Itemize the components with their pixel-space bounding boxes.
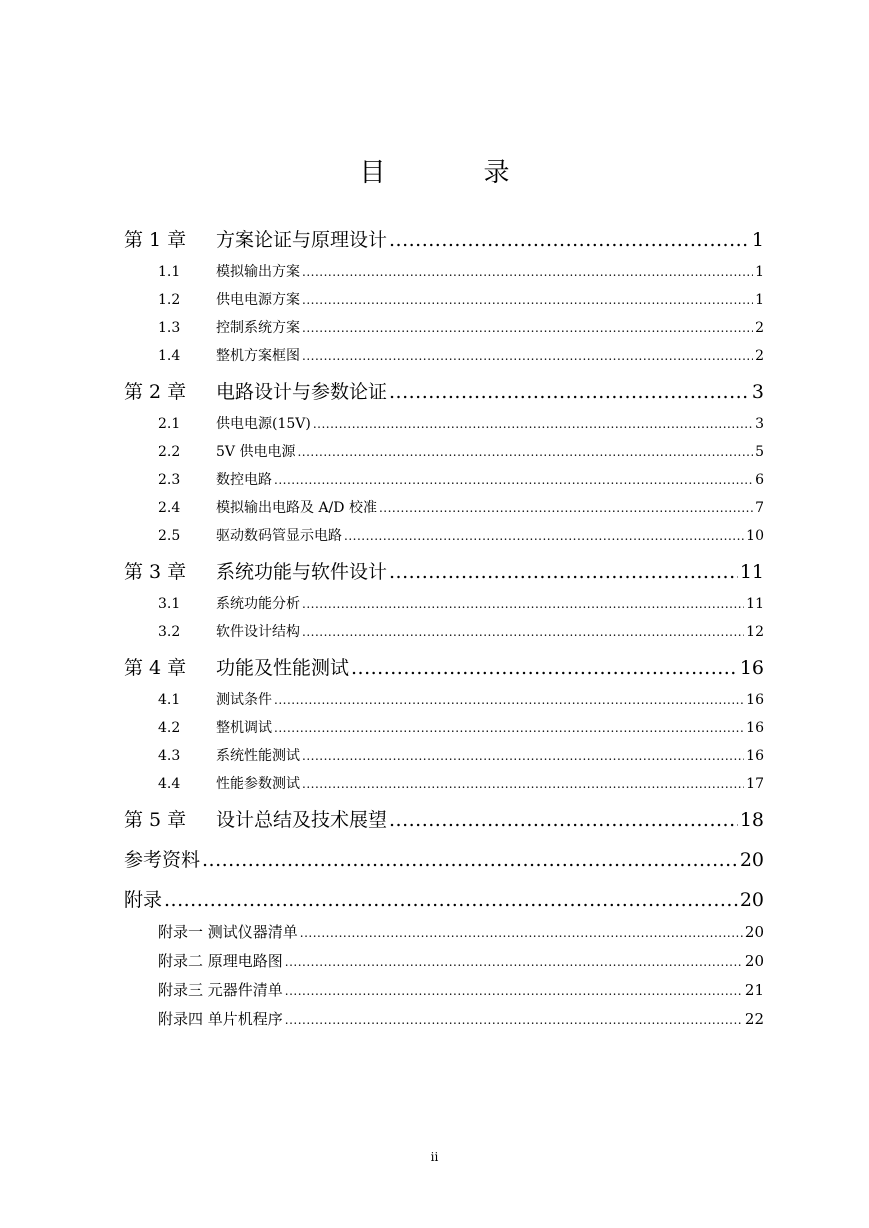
appendix-item-title: 附录一 测试仪器清单: [158, 923, 298, 941]
toc-chapter-4[interactable]: [124, 650, 764, 686]
toc-section-2-5[interactable]: [124, 522, 764, 550]
chapter-title: 设计总结及技术展望: [216, 809, 388, 831]
toc-section-1-3[interactable]: [124, 314, 764, 342]
toc-section-4-3[interactable]: [124, 742, 764, 770]
page-number: 20: [739, 889, 764, 911]
chapter-number: 第 3 章: [124, 561, 187, 583]
page-number: 2: [755, 320, 764, 336]
toc-section-2-2[interactable]: [124, 438, 764, 466]
toc-appendix-2[interactable]: [124, 947, 764, 976]
toc-chapter-3[interactable]: [124, 554, 764, 590]
section-number: 4.2: [158, 720, 181, 736]
appendix-item-title: 附录三 元器件清单: [158, 981, 283, 999]
toc-appendix[interactable]: [124, 882, 764, 918]
toc-chapter-1[interactable]: [124, 222, 764, 258]
toc-section-2-1[interactable]: [124, 410, 764, 438]
section-number: 4.1: [158, 692, 181, 708]
section-number: 1.3: [158, 320, 181, 336]
page-number: 10: [746, 528, 764, 544]
page-number: 5: [755, 444, 764, 460]
toc-chapter-5[interactable]: [124, 802, 764, 838]
leader-dots: [302, 770, 744, 798]
chapter-title: 方案论证与原理设计: [216, 229, 388, 251]
leader-dots: [285, 1005, 743, 1034]
page-number: 17: [746, 776, 764, 792]
page-number: 1: [751, 229, 764, 251]
leader-dots: [313, 410, 753, 438]
page-number: 16: [739, 657, 764, 679]
toc-chapter-2[interactable]: [124, 374, 764, 410]
page-number: 11: [746, 596, 764, 612]
page-number: 3: [751, 381, 764, 403]
chapter-title: 功能及性能测试: [216, 657, 350, 679]
section-number: 1.2: [158, 292, 181, 308]
section-number: 2.3: [158, 472, 181, 488]
toc-section-1-2[interactable]: [124, 286, 764, 314]
leader-dots: [389, 554, 738, 590]
references-title: 参考资料: [124, 849, 201, 871]
section-title: 软件设计结构: [216, 624, 300, 640]
page-number: 6: [755, 472, 764, 488]
section-title: 5V 供电电源: [216, 444, 296, 460]
section-number: 2.1: [158, 416, 181, 432]
appendix-item-title: 附录四 单片机程序: [158, 1010, 283, 1028]
appendix-item-title: 附录二 原理电路图: [158, 952, 283, 970]
appendix-title: 附录: [124, 889, 163, 911]
page-number: 20: [744, 952, 764, 970]
leader-dots: [164, 882, 738, 918]
page-number: 22: [744, 1010, 764, 1028]
section-title: 模拟输出电路及 A/D 校准: [216, 500, 377, 516]
section-title: 系统性能测试: [216, 748, 300, 764]
section-number: 2.2: [158, 444, 181, 460]
leader-dots: [285, 947, 743, 976]
toc-title: 目 录: [359, 158, 546, 188]
section-number: 1.1: [158, 264, 181, 280]
toc-section-1-4[interactable]: [124, 342, 764, 370]
leader-dots: [274, 466, 753, 494]
toc-section-4-1[interactable]: [124, 686, 764, 714]
chapter-title: 电路设计与参数论证: [216, 381, 388, 403]
section-title: 供电电源方案: [216, 292, 300, 308]
section-number: 4.3: [158, 748, 181, 764]
leader-dots: [379, 494, 753, 522]
toc-appendix-4[interactable]: [124, 1005, 764, 1034]
toc-section-4-4[interactable]: [124, 770, 764, 798]
table-of-contents: [124, 222, 764, 1034]
page-number: 1: [755, 264, 764, 280]
section-title: 供电电源(15V): [216, 416, 311, 432]
section-title: 模拟输出方案: [216, 264, 300, 280]
toc-section-4-2[interactable]: [124, 714, 764, 742]
toc-section-2-4[interactable]: [124, 494, 764, 522]
page-number: 18: [739, 809, 764, 831]
section-title: 性能参数测试: [216, 776, 300, 792]
toc-appendix-1[interactable]: [124, 918, 764, 947]
toc-section-1-1[interactable]: [124, 258, 764, 286]
chapter-title: 系统功能与软件设计: [216, 561, 388, 583]
section-number: 3.2: [158, 624, 181, 640]
toc-references[interactable]: [124, 842, 764, 878]
page-number: 21: [744, 981, 764, 999]
section-number: 4.4: [158, 776, 181, 792]
page-number: 7: [755, 500, 764, 516]
section-title: 驱动数码管显示电路: [216, 528, 342, 544]
page-number: 11: [739, 561, 764, 583]
chapter-number: 第 2 章: [124, 381, 187, 403]
page-number: 3: [755, 416, 764, 432]
leader-dots: [274, 686, 744, 714]
section-title: 数控电路: [216, 472, 272, 488]
page-number: 20: [739, 849, 764, 871]
page-number: 16: [746, 720, 764, 736]
leader-dots: [344, 522, 744, 550]
leader-dots: [302, 258, 753, 286]
toc-section-3-1[interactable]: [124, 590, 764, 618]
leader-dots: [302, 742, 744, 770]
leader-dots: [202, 842, 738, 878]
section-number: 2.4: [158, 500, 181, 516]
page-number: 1: [755, 292, 764, 308]
section-title: 测试条件: [216, 692, 272, 708]
page-number: 20: [744, 923, 764, 941]
leader-dots: [274, 714, 744, 742]
leader-dots: [302, 286, 753, 314]
section-title: 整机调试: [216, 720, 272, 736]
toc-appendix-3[interactable]: [124, 976, 764, 1005]
leader-dots: [389, 222, 750, 258]
leader-dots: [302, 590, 744, 618]
page-number: 16: [746, 748, 764, 764]
leader-dots: [302, 618, 744, 646]
page-number: 2: [755, 348, 764, 364]
chapter-number: 第 5 章: [124, 809, 187, 831]
footer-page-number: ii: [430, 1150, 439, 1164]
leader-dots: [285, 976, 743, 1005]
chapter-number: 第 4 章: [124, 657, 187, 679]
leader-dots: [297, 438, 753, 466]
page-number: 12: [746, 624, 764, 640]
leader-dots: [389, 374, 750, 410]
section-number: 1.4: [158, 348, 181, 364]
leader-dots: [302, 342, 753, 370]
toc-section-2-3[interactable]: [124, 466, 764, 494]
leader-dots: [351, 650, 738, 686]
leader-dots: [302, 314, 753, 342]
toc-section-3-2[interactable]: [124, 618, 764, 646]
section-title: 控制系统方案: [216, 320, 300, 336]
section-title: 整机方案框图: [216, 348, 300, 364]
page-number: 16: [746, 692, 764, 708]
section-number: 2.5: [158, 528, 181, 544]
section-number: 3.1: [158, 596, 181, 612]
leader-dots: [300, 918, 743, 947]
section-title: 系统功能分析: [216, 596, 300, 612]
leader-dots: [389, 802, 738, 838]
chapter-number: 第 1 章: [124, 229, 187, 251]
